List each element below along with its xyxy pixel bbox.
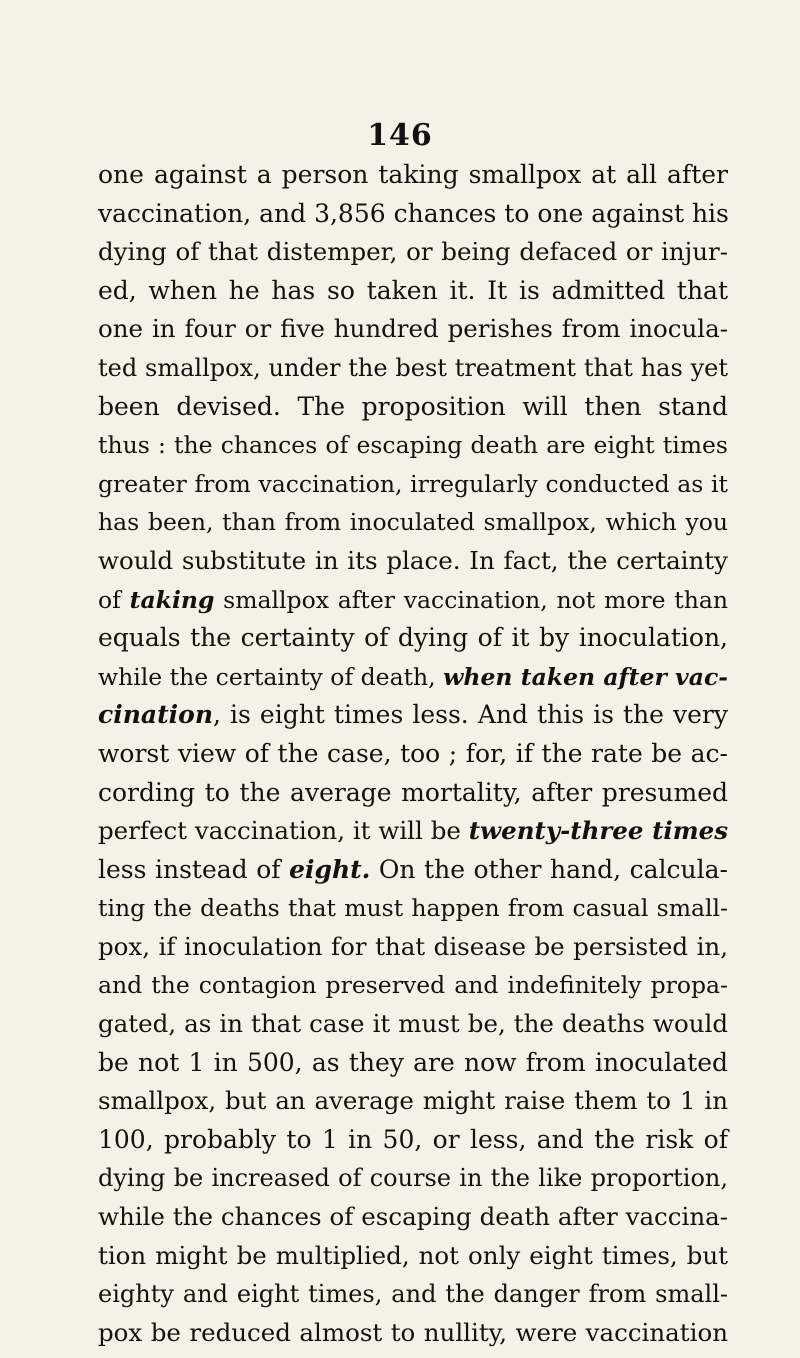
text-line: [98, 1005, 728, 1044]
text-segment: dying of that distemper, or being defaced or injur-: [98, 237, 728, 267]
text-line: [98, 774, 728, 813]
page-number: 146: [367, 118, 433, 153]
text-segment: be not 1 in 500, as they are now from inoculated: [98, 1047, 728, 1077]
text-segment: 100, probably to 1 in 50, or less, and the risk of: [98, 1124, 728, 1154]
text-line: [98, 812, 728, 851]
text-segment: smallpox after vaccination, not more than: [214, 585, 728, 614]
text-line: [98, 233, 728, 272]
text-segment: cording to the average mortality, after presumed: [98, 777, 728, 807]
text-segment: pox, if inoculation for that disease be persisted in,: [98, 931, 728, 961]
text-line: [98, 966, 728, 1005]
text-line: [98, 156, 728, 195]
text-line: [98, 465, 728, 504]
text-line: [98, 1198, 728, 1237]
italic-text-segment: taking: [129, 585, 215, 614]
text-segment: greater from vaccination, irregularly conducted as it: [98, 469, 728, 498]
italic-text-segment: eight.: [289, 854, 371, 884]
text-segment: while the chances of escaping death after vaccina-: [98, 1202, 728, 1232]
text-line: [98, 1237, 728, 1276]
text-segment: perfect vaccination, it will be: [98, 816, 469, 846]
text-line: [98, 581, 728, 620]
text-line: [98, 195, 728, 234]
text-line: [98, 272, 728, 311]
text-line: [98, 388, 728, 427]
text-line: [98, 735, 728, 774]
text-segment: one in four or five hundred perishes from inocula-: [98, 314, 728, 344]
text-segment: ting the deaths that must happen from casual small-: [98, 894, 728, 923]
text-line: [98, 1044, 728, 1083]
italic-text-segment: twenty-three times: [468, 816, 728, 846]
text-segment: of: [98, 585, 130, 614]
text-line: [98, 928, 728, 967]
text-segment: has been, than from inoculated smallpox, which you: [98, 508, 728, 537]
text-line: [98, 696, 728, 735]
text-segment: thus : the chances of escaping death are eight times: [98, 431, 728, 460]
text-line: [98, 1314, 728, 1353]
text-segment: eighty and eight times, and the danger from small-: [98, 1280, 728, 1309]
italic-text-segment: when taken after vac-: [443, 662, 729, 691]
text-segment: dying be increased of course in the like proportion,: [98, 1164, 728, 1193]
text-segment: one against a person taking smallpox at all after: [98, 160, 728, 189]
text-segment: while the certainty of death,: [98, 662, 444, 691]
text-segment: smallpox, but an average might raise them to 1 in: [98, 1086, 728, 1116]
text-line: [98, 310, 728, 349]
text-segment: and the contagion preserved and indefinitely propa-: [98, 971, 728, 1000]
text-segment: ted smallpox, under the best treatment that has yet: [98, 353, 728, 382]
text-line: [98, 1159, 728, 1198]
text-line: [98, 889, 728, 928]
body-paragraph: [98, 156, 728, 1352]
italic-text-segment: cination: [98, 700, 213, 730]
text-segment: , is eight times less. And this is the very: [213, 700, 728, 730]
text-segment: pox be reduced almost to nullity, were vaccination: [98, 1317, 728, 1347]
text-line: [98, 1275, 728, 1314]
text-line: [98, 1121, 728, 1160]
text-segment: been devised. The proposition will then stand: [98, 391, 728, 421]
text-line: [98, 426, 728, 465]
text-line: [98, 349, 728, 388]
text-line: [98, 503, 728, 542]
text-segment: less instead of: [98, 854, 290, 884]
text-segment: vaccination, and 3,856 chances to one against his: [98, 198, 729, 228]
text-segment: On the other hand, calcula-: [370, 854, 728, 884]
text-segment: worst view of the case, too ; for, if the rate be ac-: [98, 738, 728, 768]
text-line: [98, 851, 728, 890]
text-segment: equals the certainty of dying of it by inoculation,: [98, 623, 728, 653]
text-line: [98, 658, 728, 697]
text-segment: tion might be multiplied, not only eight times, but: [98, 1240, 728, 1270]
text-line: [98, 619, 728, 658]
text-segment: ed, when he has so taken it. It is admitted that: [98, 275, 728, 305]
text-segment: would substitute in its place. In fact, the certainty: [98, 545, 728, 575]
text-segment: gated, as in that case it must be, the deaths would: [98, 1009, 728, 1039]
text-line: [98, 542, 728, 581]
text-line: [98, 1082, 728, 1121]
